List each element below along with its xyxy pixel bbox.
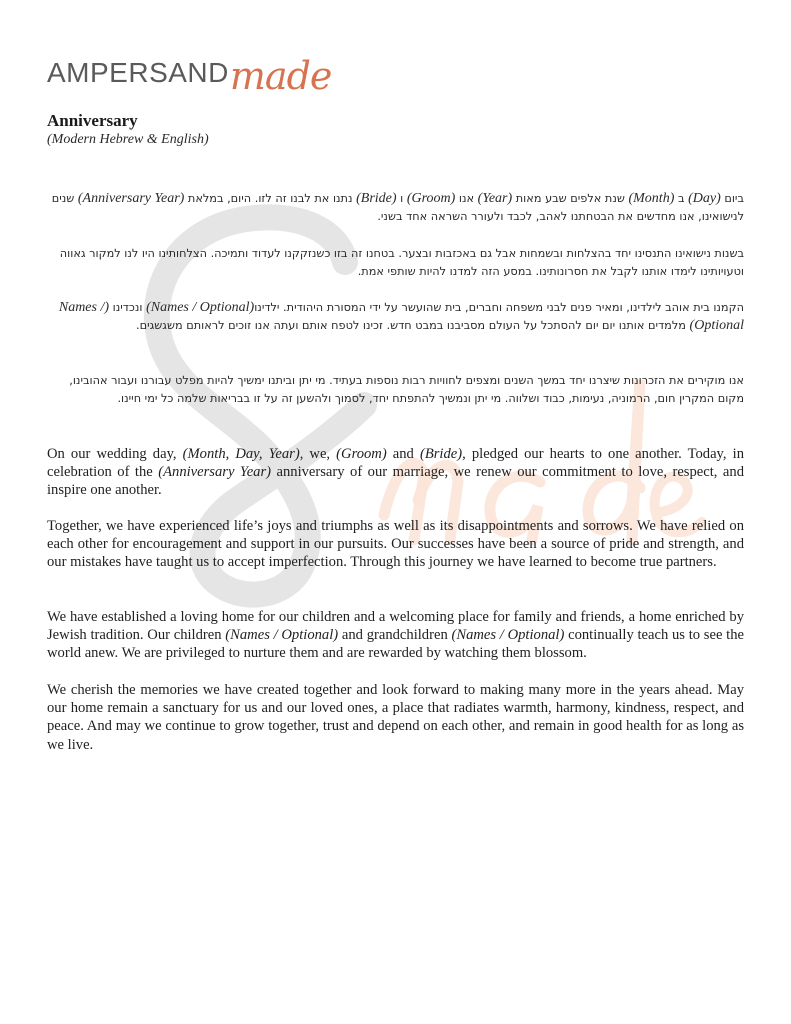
- placeholder-anniversary-year: (Anniversary Year): [158, 464, 272, 481]
- page-title: Anniversary: [47, 111, 138, 130]
- hebrew-paragraph-3: הקמנו בית אוהב לילדינו, ומאיר פנים לבני משפחה וחברים, בית שהועשר על ידי המסורת היהודית. ילדינו(Names / Optional) ונכדינו (Names / Optional) מלמדים אותנו יום יום להסתכל על העולם מסביבנו במבט חדש. זכינו לטפח אותם ועתה אנו זוכים לראותם משגשגים.: [58, 300, 744, 333]
- english-paragraph-4: We cherish the memories we have created together and look forward to making many more in the years ahead. May our home remain a sanctuary for us and our loved ones, a place that radiates warmth, harmony, kindness, respect, and peace. And may we continue to grow together, trust and depend on each other, and remain in good health for as long as we live.: [47, 682, 744, 753]
- placeholder-grandchildren-names: (Names / Optional): [451, 627, 565, 644]
- hebrew-paragraph-4: אנו מוקירים את הזכרונות שיצרנו יחד במשך השנים ומצפים לחוויות רבות נוספות בעתיד. מי יתן וביתנו ימשיך להיות מפלט עבורנו ועבור אהובינו, מקום המקרין חום, הרמוניה, נעימות, כבוד ושלווה. מי יתן ונמשיך להתפתח יחד, לסמוך ולהשען זה על זו בבריאות שלמה כל ימי חיינו.: [69, 374, 744, 405]
- hebrew-paragraph-1: ביום (Day) ב (Month) שנת אלפים שבע מאות (Year) אנו (Groom) ו (Bride) נתנו את לבנו זה לזו. היום, במלאת (Anniversary Year) שנים לנישואינו, אנו מחדשים את הבטחתנו לאהב, לכבד ולעורר השראה אחד בשני.: [51, 191, 744, 223]
- placeholder-children-names: (Names / Optional): [146, 300, 255, 315]
- placeholder-day: (Day): [688, 191, 721, 206]
- logo-wordmark: AMPERSAND: [47, 57, 229, 88]
- placeholder-month: (Month): [628, 191, 675, 206]
- english-paragraph-2: Together, we have experienced life’s joys and triumphs as well as its disappointments and sorrows. We have relied on each other for encouragement and support in our pursuits. Our successes have been a source of pride and strength, and our mistakes have taught us to accept imperfection. Through this journey we have learned to become true partners.: [47, 518, 744, 571]
- page-subtitle: (Modern Hebrew & English): [47, 132, 209, 147]
- english-paragraph-3: We have established a loving home for our children and a welcoming place for family and friends, a home enriched by Jewish tradition. Our children (Names / Optional) and grandchildren (Names / Optional) continually teach us to see the world anew. We are privileged to nurture them and are rewarded by watching them blossom.: [47, 609, 745, 662]
- english-paragraph-1: On our wedding day, (Month, Day, Year), we, (Groom) and (Bride), pledged our hearts to one another. Today, in celebration of the (Anniversary Year) anniversary of our marriage, we renew our commitment to love, respect, and inspire one another.: [47, 446, 744, 499]
- placeholder-grandchildren-names: (Names / Optional): [58, 300, 744, 333]
- ampersand-made-logo: [47, 46, 331, 96]
- hebrew-paragraph-2: בשנות נישואינו התנסינו יחד בהצלחות ובשמחות אבל גם באכזבות ובצער. בטחנו זה בזו כשנזקקנו לעדוד ותמיכה. הצלחותינו היו לנו למקור גאווה וטעויותינו לימדו אותנו לקבל את חסרונותינו. במסע הזה למדנו להיות שותפי אמת.: [59, 247, 744, 278]
- placeholder-groom: (Groom): [406, 191, 456, 206]
- logo-script: made: [229, 54, 332, 98]
- placeholder-year: (Year): [477, 191, 513, 206]
- placeholder-bride: (Bride): [419, 446, 463, 462]
- placeholder-children-names: (Names / Optional): [225, 627, 339, 644]
- placeholder-date: (Month, Day, Year): [182, 446, 300, 462]
- placeholder-bride: (Bride): [356, 191, 397, 206]
- placeholder-groom: (Groom): [336, 446, 387, 462]
- placeholder-anniversary-year: (Anniversary Year): [77, 191, 185, 206]
